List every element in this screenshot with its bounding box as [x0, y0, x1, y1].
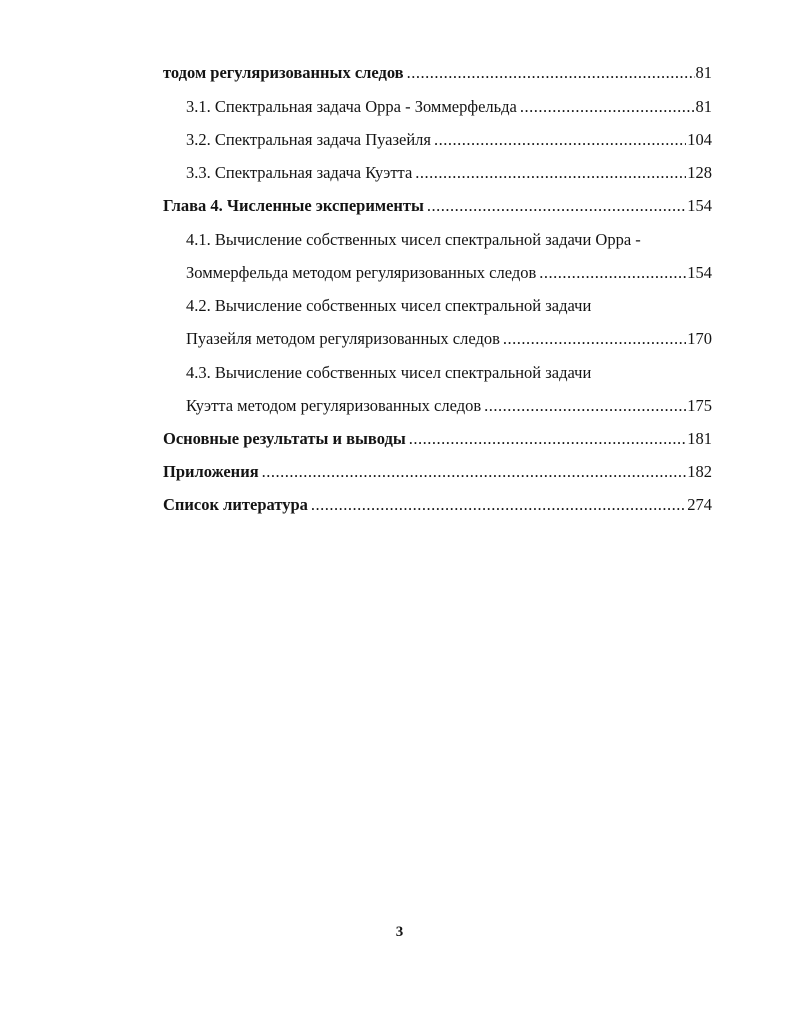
toc-entry-page: 81 — [695, 63, 712, 82]
toc-entry-page: 104 — [687, 130, 712, 149]
leader-dots — [262, 461, 687, 483]
toc-entry-page: 181 — [687, 429, 712, 448]
leader-dots — [434, 129, 686, 151]
toc-entry-page: 128 — [687, 163, 712, 182]
leader-dots — [409, 428, 687, 450]
toc-entry — [186, 262, 712, 284]
toc-entry — [163, 428, 712, 450]
toc-entry-title: тодом регуляризованных следов — [163, 63, 404, 82]
toc-entry-line: 4.3. Вычисление собственных чисел спектральной задачи — [186, 363, 592, 382]
leader-dots — [503, 328, 686, 350]
leader-dots — [415, 162, 686, 184]
toc-entry-title: 3.2. Спектральная задача Пуазейля — [186, 130, 432, 149]
toc-entry-page: 81 — [695, 97, 712, 116]
toc-entry — [163, 494, 712, 516]
leader-dots — [484, 395, 686, 417]
toc-entry-page: 182 — [687, 462, 712, 481]
toc-entry — [186, 162, 712, 184]
toc-entry-title: Глава 4. Численные эксперименты — [163, 196, 424, 215]
toc-entry-title: Основные результаты и выводы — [163, 429, 406, 448]
leader-dots — [311, 494, 686, 516]
toc-entry-line: 4.1. Вычисление собственных чисел спектральной задачи Орра - — [186, 230, 641, 249]
toc-entry — [163, 62, 712, 84]
toc-entry-page: 154 — [687, 263, 712, 282]
leader-dots — [407, 62, 695, 84]
toc-entry-title: Приложения — [163, 462, 259, 481]
leader-dots — [539, 262, 686, 284]
toc-entry — [186, 96, 712, 118]
page-number: 3 — [395, 924, 404, 940]
toc-entry-title: Зоммерфельда методом регуляризованных следов — [186, 263, 537, 282]
leader-dots — [520, 96, 695, 118]
toc-entry — [186, 129, 712, 151]
toc-entry — [163, 461, 712, 483]
toc-entry-page: 175 — [687, 396, 712, 415]
toc-entry-page: 154 — [687, 196, 712, 215]
leader-dots — [427, 195, 686, 217]
toc-entry-title: 3.1. Спектральная задача Орра - Зоммерфельда — [186, 97, 517, 116]
toc-entry — [186, 395, 712, 417]
toc-entry-title: Пуазейля методом регуляризованных следов — [186, 329, 500, 348]
toc-entry-title: Список литература — [163, 495, 308, 514]
toc-entry-title: 3.3. Спектральная задача Куэтта — [186, 163, 413, 182]
toc-entry-title: Куэтта методом регуляризованных следов — [186, 396, 482, 415]
toc-entry-page: 274 — [687, 495, 712, 514]
toc-entry — [163, 195, 712, 217]
toc-entry-page: 170 — [687, 329, 712, 348]
toc-entry-line: 4.2. Вычисление собственных чисел спектральной задачи — [186, 296, 592, 315]
toc-entry — [186, 328, 712, 350]
